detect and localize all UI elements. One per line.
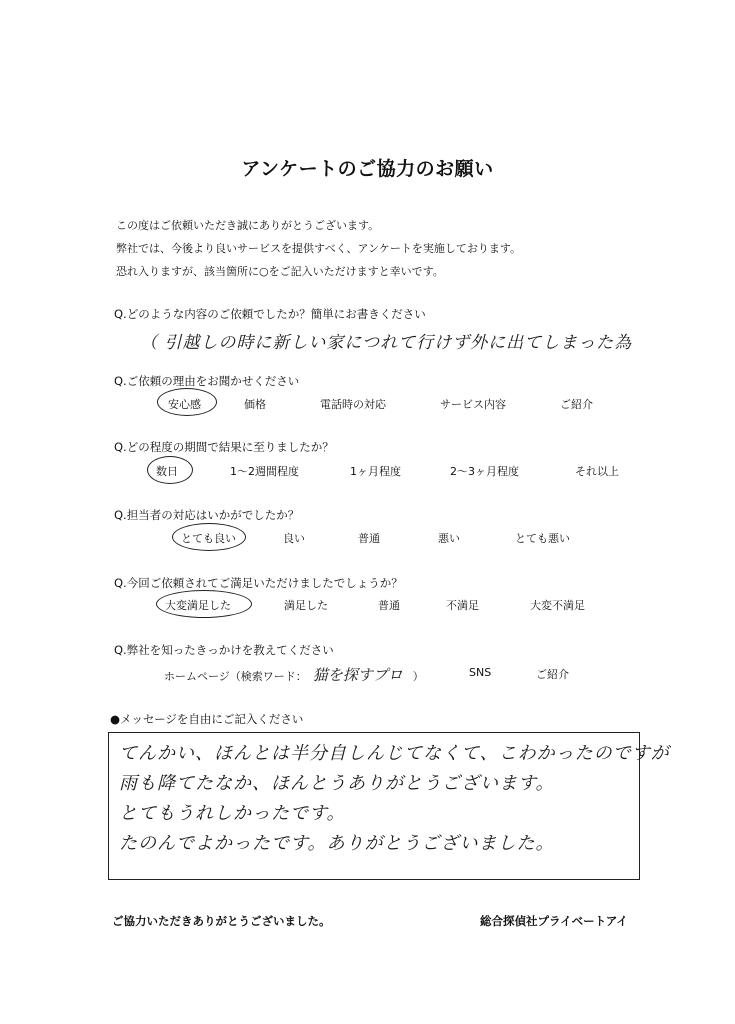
message-line-3: とてもうれしかったです。	[119, 803, 346, 824]
q3-option-2[interactable]: 1～2週間程度	[230, 465, 299, 478]
page-title: アンケートのご協力のお願い	[241, 158, 494, 180]
q2-question: Q.ご依頼の理由をお聞かせください	[114, 374, 300, 388]
q4-option-2[interactable]: 良い	[283, 532, 305, 545]
q6-referral-option[interactable]: ご紹介	[536, 668, 569, 681]
q3-option-4[interactable]: 2～3ヶ月程度	[450, 465, 519, 478]
q6-search-word: 猫を探すプロ	[312, 666, 403, 684]
q6-homepage-close: ）	[412, 670, 424, 683]
q5-question: Q.今回ご依頼されてご満足いただけましたでしょうか？	[114, 576, 403, 590]
q4-option-1[interactable]: とても良い	[181, 532, 236, 545]
message-line-1: てんかい、ほんとは半分自しんじてなくて、こわかったのですが	[119, 743, 670, 764]
q5-option-3[interactable]: 普通	[378, 599, 400, 612]
q1-answer: （ 引越しの時に新しい家につれて行けず外に出てしまった為	[140, 333, 633, 353]
q5-option-2[interactable]: 満足した	[284, 599, 328, 612]
message-box[interactable]	[108, 732, 670, 880]
intro-line-2: 弊社では、今後より良いサービスを提供すべく、アンケートを実施しております。	[116, 242, 522, 255]
q2-option-5[interactable]: ご紹介	[560, 398, 593, 411]
footer-thanks: ご協力いただきありがとうございました。	[112, 914, 331, 928]
q4-option-5[interactable]: とても悪い	[515, 532, 570, 545]
q3-option-5[interactable]: それ以上	[575, 465, 619, 478]
q6-sns-option[interactable]: SNS	[469, 666, 492, 679]
q5-option-1[interactable]: 大変満足した	[165, 599, 231, 612]
q1-question: Q.どのような内容のご依頼でしたか？簡単にお書きください	[114, 307, 426, 321]
q2-option-4[interactable]: サービス内容	[440, 398, 506, 411]
q6-question: Q.弊社を知ったきっかけを教えてください	[114, 643, 334, 657]
intro-line-3: 恐れ入りますが、該当箇所に○をご記入いただけますと幸いです。	[116, 265, 444, 278]
intro-line-1: この度はご依頼いただき誠にありがとうございます。	[116, 219, 380, 232]
q4-option-3[interactable]: 普通	[358, 532, 380, 545]
q2-option-3[interactable]: 電話時の対応	[320, 398, 386, 411]
q3-question: Q.どの程度の期間で結果に至りましたか？	[114, 440, 334, 454]
footer-company: 総合探偵社プライベートアイ	[480, 914, 628, 928]
q4-option-4[interactable]: 悪い	[438, 532, 460, 545]
q3-option-1[interactable]: 数日	[156, 465, 178, 478]
q6-homepage-label: ホームページ（検索ワード：	[164, 670, 307, 683]
q2-option-2[interactable]: 価格	[244, 398, 266, 411]
q2-option-1[interactable]: 安心感	[168, 398, 201, 411]
q4-question: Q.担当者の対応はいかがでしたか？	[114, 508, 300, 522]
q3-option-3[interactable]: 1ヶ月程度	[350, 465, 401, 478]
message-line-4: たのんでよかったです。ありがとうございました。	[119, 833, 555, 854]
q5-option-5[interactable]: 大変不満足	[530, 599, 585, 612]
message-heading: ●メッセージを自由にご記入ください	[110, 712, 304, 726]
q5-option-4[interactable]: 不満足	[446, 599, 479, 612]
message-line-2: 雨も降てたなか、ほんとうありがとうございます。	[119, 773, 555, 794]
q6-homepage-option[interactable]	[164, 664, 424, 685]
